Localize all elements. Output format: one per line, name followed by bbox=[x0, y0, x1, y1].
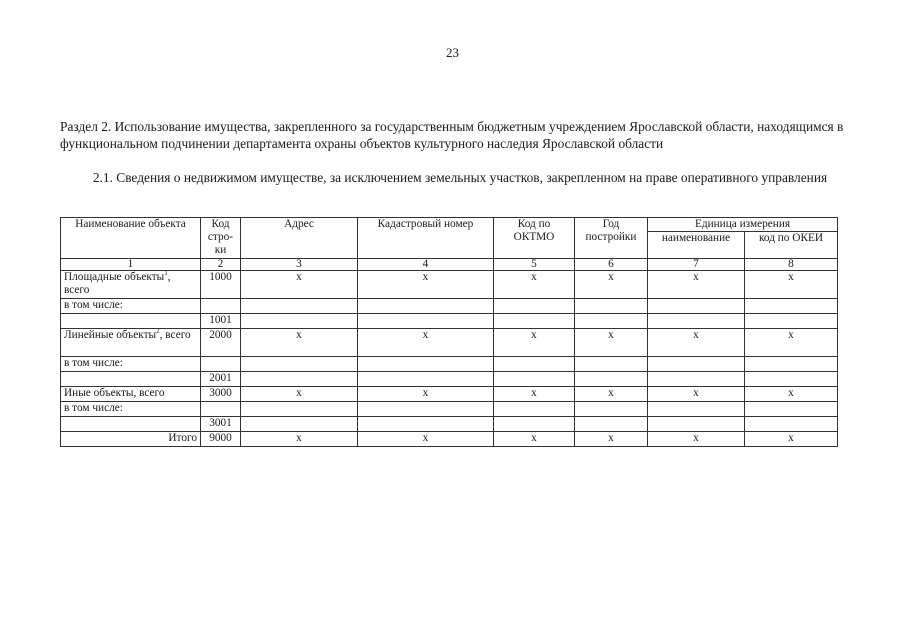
line-code-cell: 3000 bbox=[201, 387, 241, 402]
value-cell bbox=[648, 314, 745, 329]
value-cell bbox=[358, 299, 494, 314]
table-row bbox=[61, 372, 838, 387]
value-cell: х bbox=[745, 329, 838, 357]
value-cell: х bbox=[241, 387, 358, 402]
value-cell: х bbox=[241, 271, 358, 299]
value-cell bbox=[648, 299, 745, 314]
object-name-cell: в том числе: bbox=[61, 402, 201, 417]
value-cell bbox=[494, 314, 575, 329]
value-cell: х bbox=[648, 432, 745, 447]
object-name-cell: в том числе: bbox=[61, 299, 201, 314]
value-cell: х bbox=[648, 271, 745, 299]
line-code-cell: 1001 bbox=[201, 314, 241, 329]
column-number: 5 bbox=[494, 259, 575, 271]
table-row bbox=[61, 357, 838, 372]
object-name-cell: Иные объекты, всего bbox=[61, 387, 201, 402]
page-number: 23 bbox=[446, 45, 459, 60]
header-okei-code: код по ОКЕИ bbox=[745, 232, 838, 259]
value-cell bbox=[241, 314, 358, 329]
value-cell: х bbox=[494, 432, 575, 447]
subsection-title: 2.1. Сведения о недвижимом имуществе, за исключением земельных участков, закрепленном на праве оперативного управления bbox=[92, 170, 828, 185]
line-code-cell: 9000 bbox=[201, 432, 241, 447]
section-title: Раздел 2. Использование имущества, закрепленного за государственным бюджетным учреждением Ярославской области, находящимся в функциональном подчинении департамента охраны объектов культурного наследия Ярославской области bbox=[60, 119, 844, 151]
value-cell: х bbox=[745, 387, 838, 402]
table-body bbox=[61, 271, 838, 447]
value-cell: х bbox=[648, 387, 745, 402]
value-cell: х bbox=[494, 329, 575, 357]
value-cell bbox=[494, 402, 575, 417]
header-year-built: Год постройки bbox=[575, 218, 648, 259]
column-number: 8 bbox=[745, 259, 838, 271]
line-code-cell: 2000 bbox=[201, 329, 241, 357]
column-number: 2 bbox=[201, 259, 241, 271]
value-cell: х bbox=[575, 271, 648, 299]
value-cell bbox=[575, 402, 648, 417]
value-cell: х bbox=[745, 271, 838, 299]
header-oktmo-code: Код по ОКТМО bbox=[494, 218, 575, 259]
value-cell bbox=[241, 357, 358, 372]
header-unit-group: Единица измерения bbox=[648, 218, 838, 232]
header-line-code: Код стро-ки bbox=[201, 218, 241, 259]
line-code-cell bbox=[201, 402, 241, 417]
value-cell bbox=[745, 357, 838, 372]
column-number: 3 bbox=[241, 259, 358, 271]
value-cell bbox=[358, 417, 494, 432]
value-cell bbox=[745, 299, 838, 314]
value-cell: х bbox=[494, 271, 575, 299]
value-cell bbox=[241, 417, 358, 432]
object-name-cell bbox=[61, 314, 201, 329]
column-number: 4 bbox=[358, 259, 494, 271]
value-cell bbox=[494, 299, 575, 314]
object-name-cell: Площадные объекты$^1$, всего bbox=[61, 271, 201, 299]
value-cell: х bbox=[358, 432, 494, 447]
line-code-cell: 1000 bbox=[201, 271, 241, 299]
table-row bbox=[61, 387, 838, 402]
value-cell bbox=[494, 417, 575, 432]
header-unit-name: наименование bbox=[648, 232, 745, 259]
value-cell: х bbox=[575, 387, 648, 402]
value-cell bbox=[494, 372, 575, 387]
value-cell bbox=[494, 357, 575, 372]
value-cell bbox=[358, 402, 494, 417]
value-cell bbox=[745, 372, 838, 387]
value-cell bbox=[745, 417, 838, 432]
object-name-cell: Итого bbox=[61, 432, 201, 447]
value-cell bbox=[575, 299, 648, 314]
value-cell bbox=[358, 314, 494, 329]
table-row bbox=[61, 432, 838, 447]
footnote-marker: 1 bbox=[164, 270, 168, 278]
table-row bbox=[61, 299, 838, 314]
column-number-row bbox=[61, 259, 838, 271]
value-cell bbox=[358, 357, 494, 372]
footnote-marker: 2 bbox=[156, 328, 160, 336]
value-cell: х bbox=[241, 432, 358, 447]
value-cell: х bbox=[745, 432, 838, 447]
value-cell: х bbox=[575, 329, 648, 357]
value-cell bbox=[241, 299, 358, 314]
value-cell: х bbox=[358, 271, 494, 299]
object-name-cell: Линейные объекты$^2$, всего bbox=[61, 329, 201, 357]
value-cell: х bbox=[358, 329, 494, 357]
value-cell bbox=[648, 417, 745, 432]
object-name-cell bbox=[61, 372, 201, 387]
value-cell bbox=[575, 417, 648, 432]
value-cell bbox=[745, 314, 838, 329]
line-code-cell bbox=[201, 299, 241, 314]
value-cell bbox=[648, 402, 745, 417]
table-row bbox=[61, 314, 838, 329]
value-cell: х bbox=[575, 432, 648, 447]
value-cell: х bbox=[494, 387, 575, 402]
value-cell: х bbox=[648, 329, 745, 357]
line-code-cell: 2001 bbox=[201, 372, 241, 387]
column-number: 7 bbox=[648, 259, 745, 271]
header-cadastral-number: Кадастровый номер bbox=[358, 218, 494, 259]
value-cell bbox=[241, 402, 358, 417]
header-address: Адрес bbox=[241, 218, 358, 259]
object-name-cell bbox=[61, 417, 201, 432]
value-cell bbox=[575, 357, 648, 372]
value-cell bbox=[648, 357, 745, 372]
column-number: 6 bbox=[575, 259, 648, 271]
value-cell: х bbox=[358, 387, 494, 402]
table-row bbox=[61, 417, 838, 432]
table-row bbox=[61, 329, 838, 357]
line-code-cell: 3001 bbox=[201, 417, 241, 432]
value-cell bbox=[745, 402, 838, 417]
object-name-cell: в том числе: bbox=[61, 357, 201, 372]
column-number: 1 bbox=[61, 259, 201, 271]
property-table bbox=[60, 217, 838, 447]
value-cell bbox=[241, 372, 358, 387]
line-code-cell bbox=[201, 357, 241, 372]
value-cell: х bbox=[241, 329, 358, 357]
value-cell bbox=[575, 372, 648, 387]
value-cell bbox=[648, 372, 745, 387]
table-row bbox=[61, 271, 838, 299]
value-cell bbox=[575, 314, 648, 329]
table-row bbox=[61, 402, 838, 417]
header-object-name: Наименование объекта bbox=[61, 218, 201, 259]
value-cell bbox=[358, 372, 494, 387]
